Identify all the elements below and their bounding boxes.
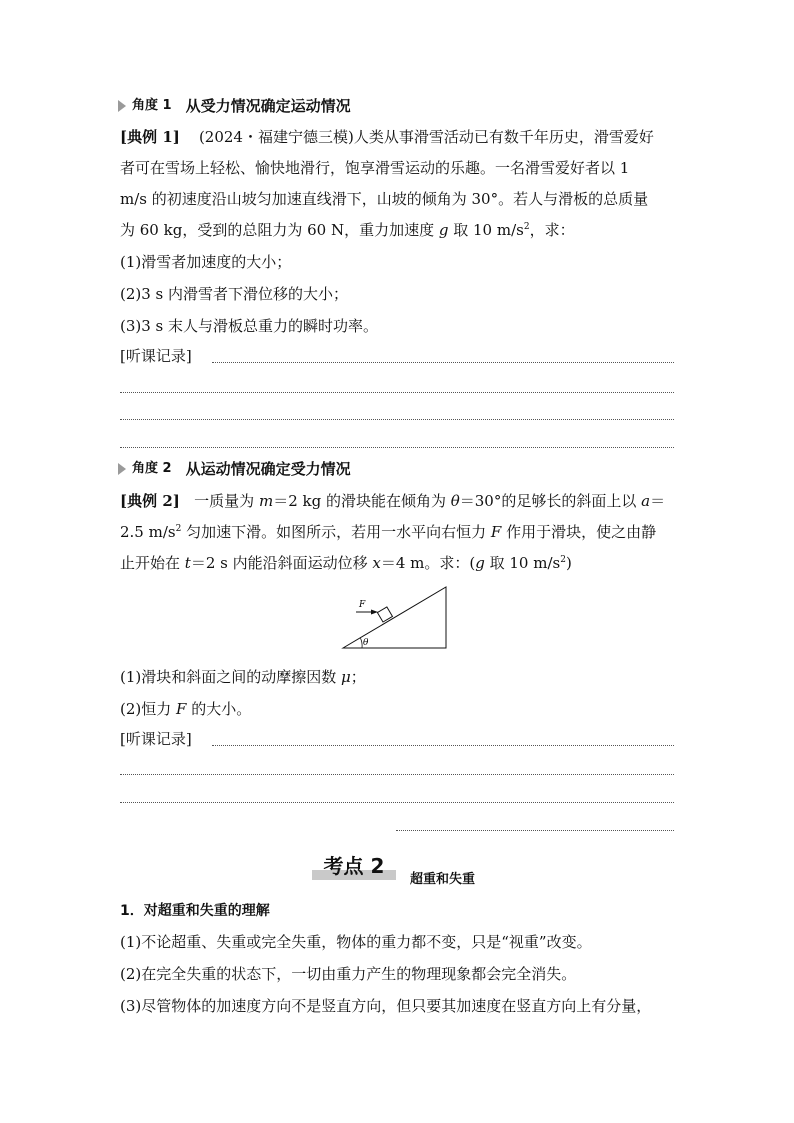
example2-l3-b: ＝2 s 内能沿斜面运动位移	[190, 554, 373, 572]
notes-line	[120, 392, 674, 393]
example1-question3: (3)3 s 末人与滑板总重力的瞬时功率。	[120, 317, 379, 335]
angle2-title: 从运动情况确定受力情况	[185, 460, 351, 478]
example2-l1-b: ＝2 kg 的滑块能在倾角为	[273, 492, 451, 510]
example2-l3-a: 止开始在	[120, 554, 185, 572]
example1-question2: (2)3 s 内滑雪者下滑位移的大小；	[120, 285, 349, 303]
notes-line	[120, 447, 674, 448]
section-title: 超重和失重	[410, 872, 476, 887]
section-badge	[312, 850, 396, 880]
example2-q1-b: ；	[350, 668, 366, 686]
notes-line	[120, 774, 674, 775]
example1-line4-b: 取 10 m/s	[448, 221, 524, 239]
var-g: g	[438, 221, 449, 239]
point1-heading: 1．对超重和失重的理解	[120, 903, 270, 919]
angle-label: θ	[363, 638, 369, 648]
example1-source: (2024・福建宁德三模)	[198, 128, 354, 146]
notes-line	[120, 802, 674, 803]
example2-l2-a: 2.5 m/s	[120, 523, 176, 541]
var-t: t	[184, 554, 191, 572]
example1-text1: 人类从事滑雪活动已有数千年历史，滑雪爱好	[353, 128, 654, 146]
incline-figure	[340, 585, 450, 653]
notes-line	[120, 419, 674, 420]
example2-l3-d: 取 10 m/s	[484, 554, 561, 572]
example2-l3-e: )	[565, 554, 572, 572]
superscript: 2	[175, 524, 182, 534]
force-label: F	[359, 600, 366, 610]
angle2-tag: 角度 2	[132, 461, 172, 476]
triangle-marker-icon	[118, 100, 126, 112]
angle1-tag: 角度 1	[132, 98, 172, 113]
incline-triangle	[343, 587, 446, 648]
angle2-header	[120, 459, 351, 479]
example1-line2: 者可在雪场上轻松、愉快地滑行，饱享滑雪运动的乐趣。一名滑雪爱好者以 1	[120, 159, 630, 177]
superscript: 2	[560, 555, 566, 565]
example1-line3: m/s 的初速度沿山坡匀加速直线滑下，山坡的倾角为 30°。若人与滑板的总质量	[120, 190, 649, 208]
notes-line	[212, 745, 674, 746]
example1-line4-a: 为 60 kg，受到的总阻力为 60 N，重力加速度	[120, 221, 439, 239]
example2-l2-c: 作用于滑块，使之由静	[501, 523, 657, 541]
superscript: 2	[523, 222, 530, 232]
example1-question1: (1)滑雪者加速度的大小；	[120, 253, 292, 271]
point1-line1: (1)不论超重、失重或完全失重，物体的重力都不变，只是“视重”改变。	[120, 933, 592, 951]
example2-l1-d: ＝	[650, 492, 666, 510]
example1-line4-c: ，求：	[529, 221, 575, 239]
var-F: F	[176, 700, 187, 718]
angle-arc	[361, 638, 363, 648]
example1-line1	[120, 127, 654, 147]
example2-line1	[120, 491, 665, 511]
example2-notes-label: [听课记录]	[120, 730, 192, 748]
var-F: F	[490, 523, 502, 541]
example2-l1-c: ＝30°的足够长的斜面上以	[459, 492, 642, 510]
example2-q2-b: 的大小。	[186, 700, 252, 718]
example2-line2	[120, 522, 656, 542]
var-a: a	[641, 492, 651, 510]
example2-question1	[120, 667, 366, 687]
arrowhead-icon	[371, 610, 378, 615]
var-theta: θ	[450, 492, 460, 510]
angle1-title: 从受力情况确定运动情况	[185, 97, 351, 115]
section-badge-text: 考点 2	[323, 854, 385, 878]
example2-label: [典例 2]	[120, 492, 180, 510]
example2-l1-a: 一质量为	[194, 492, 259, 510]
example2-l2-b: 匀加速下滑。如图所示，若用一水平向右恒力	[181, 523, 491, 541]
example2-l3-c: ＝4 m。求：(	[380, 554, 476, 572]
notes-line	[212, 362, 674, 363]
example2-line3	[120, 553, 572, 573]
example1-notes-label: [听课记录]	[120, 347, 192, 365]
example2-q2-a: (2)恒力	[120, 700, 177, 718]
point1-line3: (3)尽管物体的加速度方向不是竖直方向，但只要其加速度在竖直方向上有分量，	[120, 997, 652, 1015]
angle1-header	[120, 96, 351, 116]
notes-line	[396, 830, 674, 831]
example1-label: [典例 1]	[120, 128, 180, 146]
point1-line2: (2)在完全失重的状态下，一切由重力产生的物理现象都会完全消失。	[120, 965, 577, 983]
var-m: m	[258, 492, 274, 510]
var-g: g	[475, 554, 485, 572]
example1-line4	[120, 220, 575, 240]
var-mu: μ	[341, 668, 351, 686]
example2-q1-a: (1)滑块和斜面之间的动摩擦因数	[120, 668, 342, 686]
triangle-marker-icon	[118, 463, 126, 475]
var-x: x	[372, 554, 381, 572]
example2-question2	[120, 699, 251, 719]
